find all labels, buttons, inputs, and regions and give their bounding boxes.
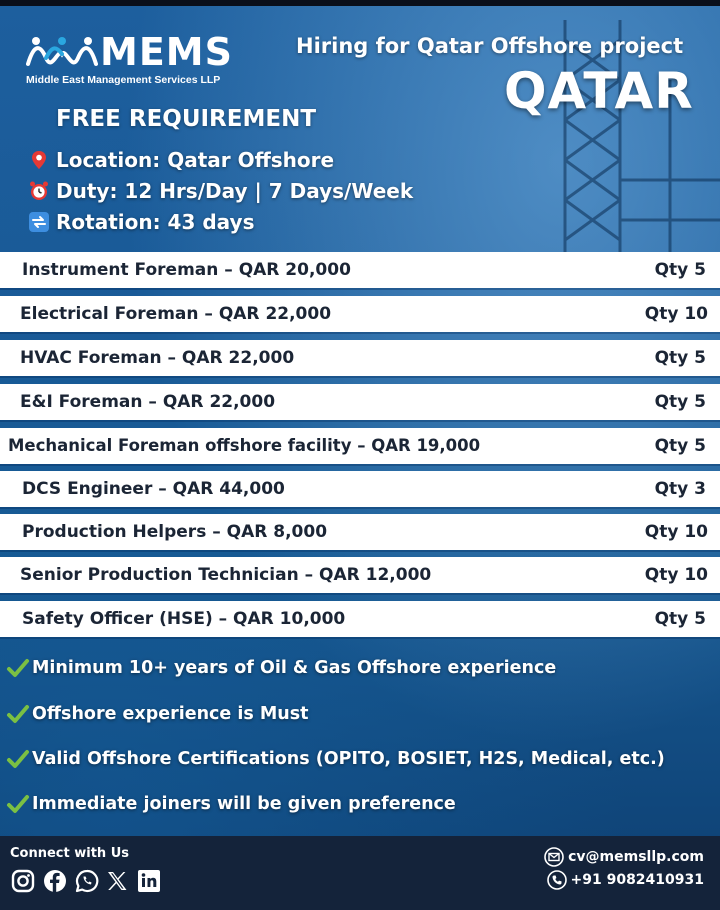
email-contact[interactable] [544, 846, 704, 867]
mems-logo [26, 30, 246, 94]
brand-name: MEMS [100, 30, 233, 74]
location-text: Location: Qatar Offshore [56, 148, 335, 172]
phone-contact[interactable] [547, 869, 705, 890]
position-title: Instrument Foreman – QAR 20,000 [22, 260, 351, 280]
position-row [0, 514, 720, 550]
instagram-icon[interactable] [10, 868, 36, 894]
brand-subtitle: Middle East Management Services LLP [26, 74, 221, 86]
email-text[interactable]: cv@memsllp.com [568, 848, 704, 865]
check-icon [6, 793, 30, 815]
check-icon [6, 748, 30, 770]
position-qty: Qty 10 [644, 565, 708, 585]
position-title: Mechanical Foreman offshore facility – QAR 19,000 [8, 436, 481, 455]
position-qty: Qty 5 [654, 609, 706, 629]
requirement-text: Immediate joiners will be given preference [32, 794, 456, 814]
rotation-text: Rotation: 43 days [56, 210, 255, 234]
position-qty: Qty 5 [654, 348, 706, 368]
position-title: Senior Production Technician – QAR 12,000 [20, 565, 432, 585]
top-border [0, 0, 720, 6]
position-row [0, 252, 720, 288]
requirement-item [6, 748, 665, 770]
check-icon [6, 657, 30, 679]
position-title: E&I Foreman – QAR 22,000 [20, 392, 276, 412]
rotation-icon [28, 211, 50, 233]
requirement-text: Offshore experience is Must [32, 704, 309, 724]
position-qty: Qty 3 [654, 479, 706, 499]
position-row [0, 601, 720, 637]
position-title: HVAC Foreman – QAR 22,000 [20, 348, 295, 368]
country-title: QATAR [504, 62, 694, 120]
position-row [0, 428, 720, 464]
linkedin-icon[interactable] [136, 868, 162, 894]
phone-icon [547, 870, 567, 890]
facebook-icon[interactable] [42, 868, 68, 894]
duty-text: Duty: 12 Hrs/Day | 7 Days/Week [56, 179, 414, 203]
requirement-item [6, 793, 456, 815]
requirement-item [6, 703, 309, 725]
x-icon[interactable] [104, 868, 130, 894]
mems-logo-mark-icon [26, 34, 98, 70]
position-title: Electrical Foreman – QAR 22,000 [20, 304, 332, 324]
position-title: DCS Engineer – QAR 44,000 [22, 479, 285, 499]
position-row [0, 471, 720, 507]
rotation-detail [28, 210, 255, 234]
position-qty: Qty 5 [654, 392, 706, 412]
position-title: Safety Officer (HSE) – QAR 10,000 [22, 609, 346, 629]
pin-icon [28, 149, 50, 171]
whatsapp-icon[interactable] [74, 868, 100, 894]
alarm-clock-icon [28, 180, 50, 202]
position-row [0, 340, 720, 376]
position-row [0, 384, 720, 420]
email-icon [544, 847, 564, 867]
hiring-headline: Hiring for Qatar Offshore project [296, 34, 684, 58]
requirement-text: Valid Offshore Certifications (OPITO, BOSIET, H2S, Medical, etc.) [32, 749, 665, 769]
requirement-item [6, 657, 556, 679]
free-requirement-heading: FREE REQUIREMENT [56, 106, 317, 132]
location-detail [28, 148, 334, 172]
footer [0, 836, 720, 910]
requirement-text: Minimum 10+ years of Oil & Gas Offshore experience [32, 658, 557, 678]
position-title: Production Helpers – QAR 8,000 [22, 522, 328, 542]
position-qty: Qty 5 [654, 260, 706, 280]
position-qty: Qty 10 [644, 522, 708, 542]
duty-detail [28, 179, 413, 203]
position-row [0, 557, 720, 593]
connect-label: Connect with Us [10, 846, 129, 861]
position-qty: Qty 10 [644, 304, 708, 324]
phone-text[interactable]: +91 9082410931 [570, 871, 704, 888]
position-qty: Qty 5 [654, 436, 706, 456]
check-icon [6, 703, 30, 725]
position-row [0, 296, 720, 332]
